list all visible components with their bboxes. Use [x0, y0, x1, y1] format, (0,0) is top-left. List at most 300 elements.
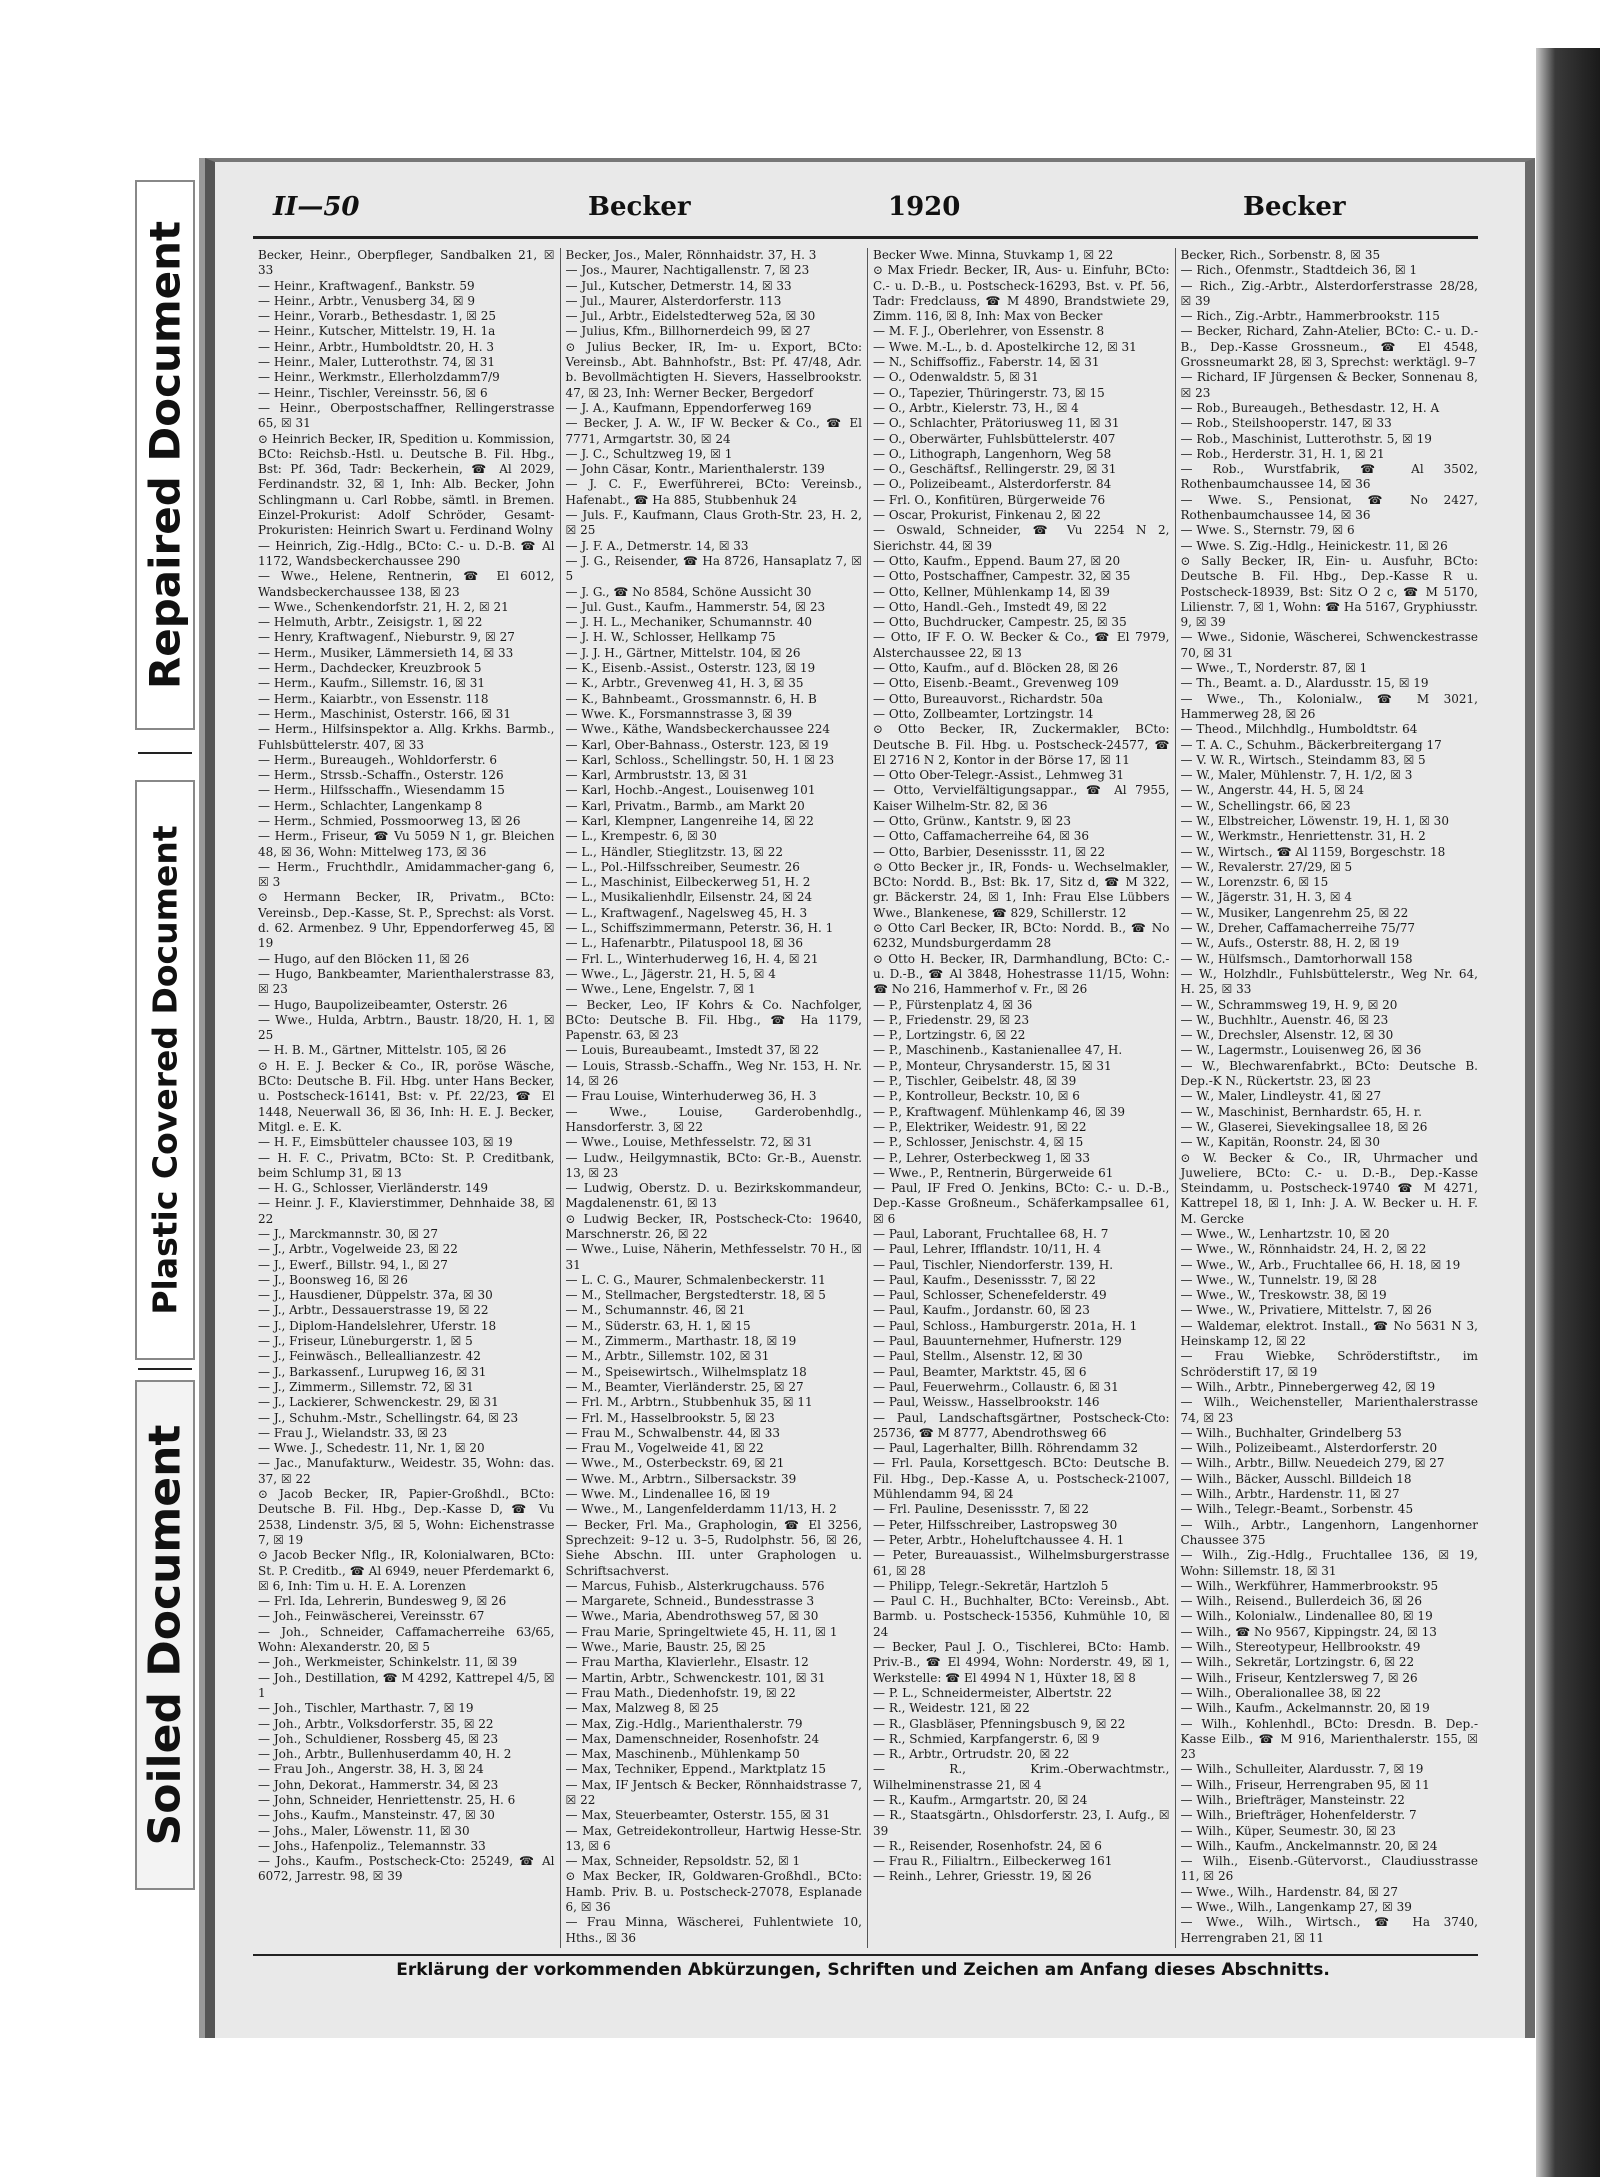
directory-entry: — J., Boonsweg 16, ☒ 26 — [258, 1272, 408, 1287]
directory-entry: — W., Maler, Lindleystr. 41, ☒ 27 — [1180, 1089, 1382, 1104]
directory-entry: — O., Polizeibeamt., Alsterdorferstr. 84 — [873, 477, 1112, 492]
directory-entry: — O., Schlachter, Prätoriusweg 11, ☒ 31 — [873, 416, 1120, 431]
directory-entry: — Wilh., Stereotypeur, Hellbrookstr. 49 — [1180, 1640, 1421, 1655]
directory-entry: ⊙ Jacob Becker Nflg., IR, Kolonialwaren, BCto: St. P. Creditb., ☎ Al 6949, neuer Pferdemarkt 6, ☒ 6, Inh: Tim u. H. E. A. Lorenzen — [258, 1548, 555, 1593]
directory-entry: — Wwe., T., Norderstr. 87, ☒ 1 — [1180, 661, 1368, 676]
directory-entry: — K., Arbtr., Grevenweg 41, H. 3, ☒ 35 — [565, 676, 804, 691]
directory-entry: — L., Maschinist, Eilbeckerweg 51, H. 2 — [565, 875, 811, 890]
directory-entry: — R., Staatsgärtn., Ohlsdorferstr. 23, I. Aufg., ☒ 39 — [873, 1808, 1170, 1838]
directory-entry: — John, Dekorat., Hammerstr. 34, ☒ 23 — [258, 1777, 499, 1792]
directory-entry: Becker Wwe. Minna, Stuvkamp 1, ☒ 22 — [873, 248, 1114, 262]
directory-entry: — Paul, Feuerwehrm., Collaustr. 6, ☒ 31 — [873, 1379, 1119, 1394]
directory-entry: — J. J. H., Gärtner, Mittelstr. 104, ☒ 26 — [565, 645, 801, 660]
directory-entry: — Louis, Strassb.-Schaffn., Weg Nr. 153, H. Nr. 14, ☒ 26 — [565, 1058, 862, 1089]
directory-entry: — Wilh., Friseur, Kentzlersweg 7, ☒ 26 — [1180, 1670, 1418, 1685]
directory-entry: ⊙ W. Becker & Co., IR, Uhrmacher und Juweliere, BCto: C.- u. D.-B., Dep.-Kasse Steindamm, u. Postscheck-19740 ☎ M 4271, Kattrepel 18, ☒ 1, Inh: J. A. W. Becker u. H. F. M. Gercke — [1180, 1150, 1478, 1226]
directory-entry: — Wwe., Käthe, Wandsbeckerchaussee 224 — [565, 722, 831, 737]
repaired-document-label: Repaired Document — [140, 220, 190, 690]
directory-entry: — Herm., Hilfsschaffn., Wiesendamm 15 — [258, 783, 505, 798]
directory-entry: — Becker, Frl. Ma., Graphologin, ☎ El 3256, Sprechzeit: 9–12 u. 3–5, Rudolphstr. 56, ☒ 26, Siehe Abschn. III. unter Graphologen u. Schriftsachverst. — [565, 1517, 862, 1578]
directory-entry: ⊙ Jacob Becker, IR, Papier-Großhdl., BCto: Deutsche B. Fil. Hbg., Dep.-Kasse D, ☎ Vu 2538, Lindenstr. 3/5, ☒ 5, Wohn: Eichenstrasse 7, ☒ 19 — [258, 1487, 555, 1547]
directory-entry: — J. G., ☎ No 8584, Schöne Aussicht 30 — [565, 584, 812, 599]
directory-entry: — Frau Louise, Winterhuderweg 36, H. 3 — [565, 1089, 817, 1104]
directory-entry: — Otto, Zollbeamter, Lortzingstr. 14 — [873, 706, 1094, 721]
directory-entry: — P., Lehrer, Osterbeckweg 1, ☒ 33 — [873, 1150, 1090, 1165]
directory-entry: — M., Süderstr. 63, H. 1, ☒ 15 — [565, 1318, 751, 1333]
directory-entry: — Hugo, Bankbeamter, Marienthalerstrasse 83, ☒ 23 — [258, 966, 555, 997]
directory-entry: — H. B. M., Gärtner, Mittelstr. 105, ☒ 26 — [258, 1043, 507, 1058]
directory-entry: — Frau Marie, Springeltwiete 45, H. 11, ☒ 1 — [565, 1624, 838, 1639]
directory-entry: — J., Diplom-Handelslehrer, Uferstr. 18 — [258, 1318, 497, 1333]
directory-entry: — Herm., Schlachter, Langenkamp 8 — [258, 798, 483, 813]
directory-entry: — Wilh., Küper, Seumestr. 30, ☒ 23 — [1180, 1823, 1396, 1838]
soiled-document-tab — [135, 1380, 195, 1890]
directory-entry: — O., Lithograph, Langenhorn, Weg 58 — [873, 446, 1112, 461]
directory-entry: — Otto, Bureauvorst., Richardstr. 50a — [873, 691, 1103, 706]
directory-entry: — Joh., Arbtr., Volksdorferstr. 35, ☒ 22 — [258, 1716, 494, 1731]
directory-entry: — Paul, Schlosser, Schenefelderstr. 49 — [873, 1288, 1107, 1303]
directory-entry: — Frl. Paula, Korsettgesch. BCto: Deutsche B. Fil. Hbg., Dep.-Kasse A, u. Postscheck-21007, Mühlendamm 94, ☒ 24 — [873, 1456, 1170, 1502]
soiled-document-label: Soiled Document — [139, 1424, 191, 1846]
directory-entry: — R., Glasbläser, Pfenningsbusch 9, ☒ 22 — [873, 1716, 1126, 1731]
directory-entry: — Hugo, auf den Blöcken 11, ☒ 26 — [258, 951, 470, 966]
directory-entry: — Wwe. J., Schedestr. 11, Nr. 1, ☒ 20 — [258, 1441, 485, 1456]
directory-entry: — P., Friedenstr. 29, ☒ 23 — [873, 1012, 1030, 1027]
directory-entry: — L., Krempestr. 6, ☒ 30 — [565, 829, 717, 844]
directory-entry: — Heinr., Arbtr., Humboldtstr. 20, H. 3 — [258, 339, 495, 354]
directory-entry: — Theod., Milchhdlg., Humboldtstr. 64 — [1180, 722, 1418, 737]
directory-entry: — L., Kraftwagenf., Nagelsweg 45, H. 3 — [565, 905, 808, 920]
directory-entry: ⊙ Otto Becker, IR, Zuckermakler, BCto: Deutsche B. Fil. Hbg. u. Postscheck-24577, ☎ El 2716 N 2, Kontor in der Börse 17, ☒ 11 — [873, 722, 1170, 767]
directory-entry: — Wwe. M.-L., b. d. Apostelkirche 12, ☒ 31 — [873, 339, 1137, 354]
directory-entry: — Ludw., Heilgymnastik, BCto: Gr.-B., Auenstr. 13, ☒ 23 — [565, 1150, 862, 1180]
directory-entry: — Jul., Kutscher, Detmerstr. 14, ☒ 33 — [565, 278, 792, 293]
directory-entry: — M., Speisewirtsch., Wilhelmsplatz 18 — [565, 1364, 807, 1379]
directory-entry: — Wwe. K., Forsmannstrasse 3, ☒ 39 — [565, 706, 793, 721]
directory-entry: — O., Arbtr., Kielerstr. 73, H., ☒ 4 — [873, 400, 1079, 415]
directory-entry: — Wwe., Louise, Methfesselstr. 72, ☒ 31 — [565, 1135, 813, 1150]
directory-entry: — Otto, Buchdrucker, Campestr. 25, ☒ 35 — [873, 615, 1127, 630]
directory-entry: — Wwe. S., Sternstr. 79, ☒ 6 — [1180, 523, 1355, 538]
directory-entry: — Richard, IF Jürgensen & Becker, Sonnenau 8, ☒ 23 — [1180, 370, 1478, 400]
directory-entry: — Wilh., Buchhalter, Grindelberg 53 — [1180, 1425, 1402, 1440]
directory-entry: — W., Dreher, Caffamacherreihe 75/77 — [1180, 921, 1416, 936]
page-content — [243, 192, 1493, 2012]
directory-entry: — Reinh., Lehrer, Griesstr. 19, ☒ 26 — [873, 1869, 1092, 1884]
directory-entry: ⊙ Sally Becker, IR, Ein- u. Ausfuhr, BCto: Deutsche B. Fil. Hbg., Dep.-Kasse R u. Postscheck-18939, Bst: Sitz O 2 c, ☎ M 5170, Lilienstr. 7, ☒ 1, Wohn: ☎ Ha 5167, Gryphiusstr. 9, ☒ 39 — [1180, 553, 1478, 630]
directory-entry: — K., Eisenb.-Assist., Osterstr. 123, ☒ 19 — [565, 661, 816, 676]
directory-entry: — Paul, Landschaftsgärtner, Postscheck-Cto: 25736, ☎ M 8777, Abendrothsweg 66 — [873, 1410, 1170, 1440]
directory-entry: — H. G., Schlosser, Vierländerstr. 149 — [258, 1181, 489, 1196]
directory-entry: — Wwe. M., Arbtrn., Silbersackstr. 39 — [565, 1471, 797, 1486]
directory-entry: — Heinr., Maler, Lutterothstr. 74, ☒ 31 — [258, 355, 495, 370]
directory-entry: — Wilh., Kaufm., Anckelmannstr. 20, ☒ 24 — [1180, 1838, 1438, 1853]
directory-entry: — Frau Martha, Klavierlehr., Elsastr. 12 — [565, 1655, 809, 1670]
directory-entry: — Joh., Arbtr., Bullenhuserdamm 40, H. 2 — [258, 1747, 512, 1762]
directory-entry: — R., Kaufm., Armgartstr. 20, ☒ 24 — [873, 1792, 1088, 1807]
plastic-covered-tab — [135, 780, 195, 1360]
directory-entry: — Paul, Tischler, Niendorferstr. 139, H. — [873, 1257, 1114, 1272]
directory-entry: — John, Schneider, Henriettenstr. 25, H. 6 — [258, 1792, 516, 1807]
directory-entry: — W., Glaserei, Sievekingsallee 18, ☒ 26 — [1180, 1119, 1428, 1134]
directory-entry: — Frau M., Vogelweide 41, ☒ 22 — [565, 1441, 764, 1456]
directory-entry: — L., Hafenarbtr., Pilatuspool 18, ☒ 36 — [565, 936, 804, 951]
directory-entry: — Herm., Hilfsinspektor a. Allg. Krkhs. Barmb., Fuhlsbüttelerstr. 407, ☒ 33 — [258, 722, 555, 752]
directory-entry: — Otto, Handl.-Geh., Imstedt 49, ☒ 22 — [873, 599, 1108, 614]
directory-entry: — W., Schrammsweg 19, H. 9, ☒ 20 — [1180, 997, 1398, 1012]
directory-entry: — Paul C. H., Buchhalter, BCto: Vereinsb., Abt. Barmb. u. Postscheck-15356, Kuhmühle 10, ☒ 24 — [873, 1594, 1170, 1639]
directory-entry: — Julius, Kfm., Billhornerdeich 99, ☒ 27 — [565, 324, 811, 339]
directory-entry: — Wwe., Wilh., Hardenstr. 84, ☒ 27 — [1180, 1884, 1399, 1899]
directory-entry: — Wwe., W., Treskowstr. 38, ☒ 19 — [1180, 1288, 1387, 1303]
directory-entry: — Jos., Maurer, Nachtigallenstr. 7, ☒ 23 — [565, 263, 810, 278]
directory-entry: — Max, Damenschneider, Rosenhofstr. 24 — [565, 1731, 820, 1746]
directory-entry: — Marcus, Fuhisb., Alsterkrugchauss. 576 — [565, 1578, 825, 1593]
directory-entry: — Max, Getreidekontrolleur, Hartwig Hesse-Str. 13, ☒ 6 — [565, 1823, 862, 1853]
directory-entry: — P., Tischler, Geibelstr. 48, ☒ 39 — [873, 1074, 1077, 1089]
directory-entry: — Heinr., Kutscher, Mittelstr. 19, H. 1a — [258, 324, 496, 339]
directory-entry: — M., Schumannstr. 46, ☒ 21 — [565, 1303, 746, 1318]
directory-entry: — W., Drechsler, Alsenstr. 12, ☒ 30 — [1180, 1028, 1394, 1043]
directory-entry: — W., Lorenzstr. 6, ☒ 15 — [1180, 875, 1329, 890]
directory-entry: — R., Weidestr. 121, ☒ 22 — [873, 1701, 1030, 1716]
directory-page — [205, 158, 1535, 2038]
directory-entry: — Wwe., Schenkendorfstr. 21, H. 2, ☒ 21 — [258, 599, 509, 614]
directory-entry: — P., Kraftwagenf. Mühlenkamp 46, ☒ 39 — [873, 1104, 1126, 1119]
directory-entry: — Otto, Eisenb.-Beamt., Grevenweg 109 — [873, 676, 1119, 691]
column-3 — [868, 248, 1176, 1948]
directory-entry: — W., Kapitän, Roonstr. 24, ☒ 30 — [1180, 1135, 1380, 1150]
directory-entry: — Paul, Weissw., Hasselbrookstr. 146 — [873, 1395, 1100, 1410]
directory-entry: — W., Wirtsch., ☎ Al 1159, Borgeschstr. 18 — [1180, 844, 1446, 859]
directory-entry: — J. G., Reisender, ☎ Ha 8726, Hansaplatz 7, ☒ 5 — [565, 553, 862, 584]
directory-entry: — L., Musikalienhdlr, Eilsenstr. 24, ☒ 24 — [565, 890, 813, 905]
directory-entry: — J. C. F., Ewerführerei, BCto: Vereinsb., Hafenabt., ☎ Ha 885, Stubbenhuk 24 — [565, 477, 862, 507]
directory-entry: — W., Hülfsmsch., Damtorhorwall 158 — [1180, 951, 1413, 966]
directory-entry: — Wwe., Helene, Rentnerin, ☎ El 6012, Wandsbeckerchaussee 138, ☒ 23 — [258, 569, 555, 599]
directory-entry: — Becker, Leo, IF Kohrs & Co. Nachfolger, BCto: Deutsche B. Fil. Hbg., ☎ Ha 1179, Papenstr. 63, ☒ 23 — [565, 997, 862, 1043]
directory-entry: — Karl, Hochb.-Angest., Louisenweg 101 — [565, 783, 816, 798]
directory-entry: — Joh., Werkmeister, Schinkelstr. 11, ☒ 39 — [258, 1655, 518, 1670]
directory-entry: — H. F. C., Privatm, BCto: St. P. Creditbank, beim Schlump 31, ☒ 13 — [258, 1150, 555, 1180]
directory-entry: — R., Reisender, Rosenhofstr. 24, ☒ 6 — [873, 1838, 1102, 1853]
directory-entry: — Max, IF Jentsch & Becker, Rönnhaidstrasse 7, ☒ 22 — [565, 1777, 862, 1807]
directory-entry: — Herm., Strssb.-Schaffn., Osterstr. 126 — [258, 768, 504, 783]
directory-entry: — Wwe., L., Jägerstr. 21, H. 5, ☒ 4 — [565, 966, 776, 981]
directory-entry: — J. H. W., Schlosser, Hellkamp 75 — [565, 630, 776, 645]
footer-rule — [253, 1954, 1478, 1956]
directory-entry: — W., Blechwarenfabrkt., BCto: Deutsche B. Dep.-K N., Rückertstr. 23, ☒ 23 — [1180, 1058, 1478, 1089]
directory-entry: — Frau R., Filialtrn., Eilbeckerweg 161 — [873, 1854, 1113, 1869]
directory-entry: — Martin, Arbtr., Schwenckestr. 101, ☒ 31 — [565, 1670, 826, 1685]
plastic-covered-label: Plastic Covered Document — [145, 825, 185, 1315]
directory-entry: — Heinr., Oberpostschaffner, Rellingerstrasse 65, ☒ 31 — [258, 400, 555, 431]
directory-entry: — Max, Maschinenb., Mühlenkamp 50 — [565, 1747, 800, 1762]
directory-entry: — Herm., Dachdecker, Kreuzbrook 5 — [258, 661, 482, 676]
directory-entry: — J. F. A., Detmerstr. 14, ☒ 33 — [565, 538, 749, 553]
directory-entry: — Wilh., Arbtr., Langenhorn, Langenhorner Chaussee 375 — [1180, 1517, 1478, 1547]
directory-entry: — Rob., Wurstfabrik, ☎ Al 3502, Rothenbaumchaussee 14, ☒ 36 — [1180, 462, 1478, 492]
directory-entry: — Wilh., Sekretär, Lortzingstr. 6, ☒ 22 — [1180, 1655, 1415, 1670]
directory-entry: — J. A., Kaufmann, Eppendorferweg 169 — [565, 400, 812, 415]
directory-entry: — Juls. F., Kaufmann, Claus Groth-Str. 23, H. 2, ☒ 25 — [565, 508, 862, 538]
directory-entry: — Wilh., Briefträger, Hohenfelderstr. 7 — [1180, 1808, 1417, 1823]
directory-entry: — Herm., Friseur, ☎ Vu 5059 N 1, gr. Bleichen 48, ☒ 36, Wohn: Mittelweg 173, ☒ 36 — [258, 829, 555, 859]
directory-entry: — Peter, Bureauassist., Wilhelmsburgerstrasse 61, ☒ 28 — [873, 1548, 1170, 1578]
directory-entry: — L., Pol.-Hilfsschreiber, Seumestr. 26 — [565, 859, 800, 874]
directory-entry: ⊙ Otto Becker jr., IR, Fonds- u. Wechselmakler, BCto: Nordd. B., Bst: Bk. 17, Sitz d, ☎ M 322, gr. Bäckerstr. 24, ☒ 1, Inh: Frau Else Lübbers Wwe., Blankenese, ☎ 829, Schillerstr. 12 — [873, 859, 1170, 920]
directory-entry: — Peter, Hilfsschreiber, Lastropsweg 30 — [873, 1517, 1118, 1532]
directory-entry: — Wilh., Telegr.-Beamt., Sorbenstr. 45 — [1180, 1502, 1414, 1517]
directory-entry: — Frau Minna, Wäscherei, Fuhlentwiete 10, Hths., ☒ 36 — [565, 1915, 862, 1945]
directory-entry: ⊙ H. E. J. Becker & Co., IR, poröse Wäsche, BCto: Deutsche B. Fil. Hbg. unter Hans Becker, u. Postscheck-16141, Bst: v. Pf. 22/23, ☎ El 1448, Neuerwall 36, ☒ 36, Inh: H. E. J. Becker, Mitgl. e. E. K. — [258, 1058, 555, 1134]
directory-entry: ⊙ Otto Carl Becker, IR, BCto: Nordd. B., ☎ No 6232, Mundsburgerdamm 28 — [873, 921, 1170, 951]
directory-entry: — K., Bahnbeamt., Grossmannstr. 6, H. B — [565, 691, 817, 706]
directory-entry: — Peter, Arbtr., Hoheluftchaussee 4. H. 1 — [873, 1532, 1125, 1547]
directory-entry: — Otto Ober-Telegr.-Assist., Lehmweg 31 — [873, 768, 1124, 783]
directory-entry: — Joh., Tischler, Marthastr. 7, ☒ 19 — [258, 1701, 474, 1716]
directory-entry: — Frau Wiebke, Schröderstiftstr., im Schröderstift 17, ☒ 19 — [1180, 1349, 1478, 1379]
directory-entry: — Frl. M., Arbtrn., Stubbenhuk 35, ☒ 11 — [565, 1395, 813, 1410]
directory-entry: — J. H. L., Mechaniker, Schumannstr. 40 — [565, 615, 812, 630]
directory-entry: Becker, Rich., Sorbenstr. 8, ☒ 35 — [1180, 248, 1381, 262]
directory-entry: — W., Maschinist, Bernhardstr. 65, H. r. — [1180, 1104, 1422, 1119]
directory-entry: — Herm., Maschinist, Osterstr. 166, ☒ 31 — [258, 706, 512, 721]
directory-entry: — Wwe., Louise, Garderobenhdlg., Hansdorferstr. 3, ☒ 22 — [565, 1104, 862, 1134]
directory-entry: — Johs., Maler, Löwenstr. 11, ☒ 30 — [258, 1823, 470, 1838]
directory-entry: — Johs., Kaufm., Mansteinstr. 47, ☒ 30 — [258, 1808, 495, 1823]
directory-entry: — Joh., Feinwäscherei, Vereinsstr. 67 — [258, 1609, 485, 1624]
directory-entry: — Wwe., Wilh., Wirtsch., ☎ Ha 3740, Herrengraben 21, ☒ 11 — [1180, 1915, 1478, 1945]
directory-entry: — Heinr. J. F., Klavierstimmer, Dehnhaide 38, ☒ 22 — [258, 1196, 555, 1226]
directory-entry: — Jul., Arbtr., Eidelstedterweg 52a, ☒ 30 — [565, 309, 816, 324]
directory-entry: — O., Geschäftsf., Rellingerstr. 29, ☒ 31 — [873, 462, 1117, 477]
directory-entry: — Max, Malzweg 8, ☒ 25 — [565, 1701, 719, 1716]
directory-entry: — Oswald, Schneider, ☎ Vu 2254 N 2, Sierichstr. 44, ☒ 39 — [873, 523, 1170, 553]
directory-entry: — M., Stellmacher, Bergstedterstr. 18, ☒ 5 — [565, 1288, 826, 1303]
directory-entry: — Wwe., Th., Kolonialw., ☎ M 3021, Hammerweg 28, ☒ 26 — [1180, 691, 1478, 721]
directory-entry: — John Cäsar, Kontr., Marienthalerstr. 139 — [565, 462, 825, 477]
directory-entry: — Herm., Musiker, Lämmersieth 14, ☒ 33 — [258, 645, 514, 660]
directory-entry: — Oscar, Prokurist, Finkenau 2, ☒ 22 — [873, 508, 1101, 523]
directory-entry: — Johs., Kaufm., Postscheck-Cto: 25249, ☎ Al 6072, Jarrestr. 98, ☒ 39 — [258, 1854, 555, 1884]
directory-entry: — Wwe., Luise, Näherin, Methfesselstr. 70 H., ☒ 31 — [565, 1242, 862, 1272]
directory-entry: — Wilh., Weichensteller, Marienthalerstrasse 74, ☒ 23 — [1180, 1395, 1478, 1425]
directory-entry: — Paul, Stellm., Alsenstr. 12, ☒ 30 — [873, 1349, 1083, 1364]
header-rule — [253, 236, 1478, 239]
directory-entry: — P. L., Schneidermeister, Albertstr. 22 — [873, 1685, 1112, 1700]
directory-entry: — Wilh., ☎ No 9567, Kippingstr. 24, ☒ 13 — [1180, 1624, 1437, 1639]
directory-entry: — P., Monteur, Chrysanderstr. 15, ☒ 31 — [873, 1058, 1112, 1073]
directory-entry: — Wwe., Wilh., Langenkamp 27, ☒ 39 — [1180, 1900, 1412, 1915]
directory-entry: — N., Schiffsoffiz., Faberstr. 14, ☒ 31 — [873, 355, 1100, 370]
directory-entry: — T. A. C., Schuhm., Bäckerbreitergang 17 — [1180, 737, 1442, 752]
directory-entry: — Rob., Bureaugeh., Bethesdastr. 12, H. A — [1180, 400, 1440, 415]
directory-entry: — W., Jägerstr. 31, H. 3, ☒ 4 — [1180, 890, 1352, 905]
directory-entry: — Wwe., Marie, Baustr. 25, ☒ 25 — [565, 1640, 766, 1655]
directory-entry: — Paul, Kaufm., Desenissstr. 7, ☒ 22 — [873, 1272, 1096, 1287]
directory-entry: — Otto, Caffamacherreihe 64, ☒ 36 — [873, 829, 1090, 844]
directory-entry: — W., Elbstreicher, Löwenstr. 19, H. 1, ☒ 30 — [1180, 813, 1449, 828]
directory-entry: — Max, Techniker, Eppend., Marktplatz 15 — [565, 1762, 827, 1777]
directory-entry: — Wilh., Briefträger, Mansteinstr. 22 — [1180, 1792, 1405, 1807]
directory-entry: — Otto, Vervielfältigungsappar., ☎ Al 7955, Kaiser Wilhelm-Str. 82, ☒ 36 — [873, 783, 1170, 813]
directory-entry: — W., Angerstr. 44, H. 5, ☒ 24 — [1180, 783, 1365, 798]
directory-entry: — Joh., Schneider, Caffamacherreihe 63/65, Wohn: Alexanderstr. 20, ☒ 5 — [258, 1624, 555, 1655]
directory-entry: — Wwe. S. Zig.-Hdlg., Heinickestr. 11, ☒ 26 — [1180, 538, 1448, 553]
running-head — [243, 192, 1483, 232]
tab-separator — [138, 752, 192, 754]
directory-entry: ⊙ Max Becker, IR, Goldwaren-Großhdl., BCto: Hamb. Priv. B. u. Postscheck-27078, Esplanade 6, ☒ 36 — [565, 1869, 862, 1915]
directory-entry: — Herm., Kaufm., Sillemstr. 16, ☒ 31 — [258, 676, 486, 691]
directory-entry: — Wwe., Lene, Engelstr. 7, ☒ 1 — [565, 982, 756, 997]
directory-entry: — Wwe., W., Lenhartzstr. 10, ☒ 20 — [1180, 1227, 1390, 1241]
directory-entry: — Otto, Kaufm., Eppend. Baum 27, ☒ 20 — [873, 553, 1121, 568]
directory-entry: — W., Aufs., Osterstr. 88, H. 2, ☒ 19 — [1180, 936, 1400, 951]
directory-entry: — Otto, IF F. O. W. Becker & Co., ☎ El 7979, Alsterchaussee 22, ☒ 13 — [873, 630, 1170, 660]
directory-entry: — Philipp, Telegr.-Sekretär, Hartzloh 5 — [873, 1578, 1109, 1593]
directory-entry: — Wilh., Friseur, Herrengraben 95, ☒ 11 — [1180, 1777, 1430, 1792]
directory-entry: — Frau Joh., Angerstr. 38, H. 3, ☒ 24 — [258, 1762, 484, 1777]
directory-entry: — O., Tapezier, Thüringerstr. 73, ☒ 15 — [873, 385, 1105, 400]
directory-entry: — Wilh., Bäcker, Ausschl. Billdeich 18 — [1180, 1471, 1412, 1486]
directory-entry: — Rob., Steilshooperstr. 147, ☒ 33 — [1180, 416, 1392, 431]
directory-entry: — W., Musiker, Langenrehm 25, ☒ 22 — [1180, 905, 1409, 920]
directory-entry: — Karl, Armbruststr. 13, ☒ 31 — [565, 768, 749, 783]
directory-entry: — Paul, Laborant, Fruchtallee 68, H. 7 — [873, 1227, 1109, 1241]
directory-entry: — Paul, Beamter, Marktstr. 45, ☒ 6 — [873, 1364, 1087, 1379]
directory-entry: — Karl, Schloss., Schellingstr. 50, H. 1 ☒ 23 — [565, 752, 835, 767]
tab-separator — [138, 1368, 192, 1370]
directory-entry: — Johs., Hafenpoliz., Telemannstr. 33 — [258, 1838, 486, 1853]
directory-entry: — W., Schellingstr. 66, ☒ 23 — [1180, 798, 1351, 813]
directory-entry: — J., Arbtr., Dessauerstrasse 19, ☒ 22 — [258, 1303, 489, 1318]
directory-entry: — Herm., Kaiarbtr., von Essenstr. 118 — [258, 691, 489, 706]
directory-entry: — Wwe., Maria, Abendrothsweg 57, ☒ 30 — [565, 1609, 819, 1624]
directory-entry: — Heinr., Werkmstr., Ellerholzdamm7/9 — [258, 370, 500, 385]
directory-entry: — Heinr., Kraftwagenf., Bankstr. 59 — [258, 278, 475, 293]
directory-entry: — Rich., Zig.-Arbtr., Alsterdorferstrasse 28/28, ☒ 39 — [1180, 278, 1478, 308]
directory-entry: — Frau Math., Diedenhofstr. 19, ☒ 22 — [565, 1685, 796, 1700]
directory-entry: — Wwe., W., Tunnelstr. 19, ☒ 28 — [1180, 1272, 1378, 1287]
scanner-edge — [1536, 48, 1600, 2177]
directory-entry: — Louis, Bureaubeamt., Imstedt 37, ☒ 22 — [565, 1043, 819, 1058]
directory-entry: — Helmuth, Arbtr., Zeisigstr. 1, ☒ 22 — [258, 615, 483, 630]
repaired-document-tab — [135, 180, 195, 730]
directory-entry: — Rich., Ofenmstr., Stadtdeich 36, ☒ 1 — [1180, 263, 1418, 278]
directory-entry: — Max, Steuerbeamter, Osterstr. 155, ☒ 31 — [565, 1808, 831, 1823]
directory-entry: Becker, Jos., Maler, Rönnhaidstr. 37, H. 3 — [565, 248, 817, 262]
directory-entry: — Frl. O., Konfitüren, Bürgerweide 76 — [873, 492, 1106, 507]
running-name-right: Becker — [1243, 192, 1346, 222]
column-1 — [253, 248, 561, 1948]
directory-entry: ⊙ Julius Becker, IR, Im- u. Export, BCto: Vereinsb., Abt. Bahnhofstr., Bst: Pf. 47/48, Adr. b. Bevollmächtigten H. Sievers, Hasselbrookstr. 47, ☒ 23, Inh: Werner Becker, Bergedorf — [565, 339, 862, 400]
directory-entry: — Rob., Maschinist, Lutterothstr. 5, ☒ 19 — [1180, 431, 1432, 446]
directory-entry: — Wwe. M., Lindenallee 16, ☒ 19 — [565, 1487, 771, 1502]
directory-entry: — J., Schuhm.-Mstr., Schellingstr. 64, ☒ 23 — [258, 1410, 519, 1425]
directory-entry: — Wwe., W., Rönnhaidstr. 24, H. 2, ☒ 22 — [1180, 1242, 1427, 1257]
directory-entry: — H. F., Eimsbütteler chaussee 103, ☒ 19 — [258, 1135, 513, 1150]
directory-entry: — Hugo, Baupolizeibeamter, Osterstr. 26 — [258, 997, 508, 1012]
directory-entry: — Wwe., P., Rentnerin, Bürgerweide 61 — [873, 1165, 1114, 1180]
directory-entry: — Heinr., Vorarb., Bethesdastr. 1, ☒ 25 — [258, 309, 497, 324]
directory-entry: — J., Barkassenf., Lurupweg 16, ☒ 31 — [258, 1364, 487, 1379]
directory-entry: — Rob., Herderstr. 31, H. 1, ☒ 21 — [1180, 446, 1385, 461]
directory-entry: — Paul, Lehrer, Ifflandstr. 10/11, H. 4 — [873, 1242, 1102, 1257]
directory-entry: — Karl, Klempner, Langenreihe 14, ☒ 22 — [565, 813, 814, 828]
directory-entry: — Wilh., Reisend., Bullerdeich 36, ☒ 26 — [1180, 1594, 1423, 1609]
running-name-left: Becker — [588, 192, 691, 222]
directory-entry: — W., Holzhdlr., Fuhlsbüttelerstr., Weg Nr. 64, H. 25, ☒ 33 — [1180, 966, 1478, 997]
directory-entry: — Wilh., Eisenb.-Gütervorst., Claudiusstrasse 11, ☒ 26 — [1180, 1854, 1478, 1884]
directory-entry: — Wwe., W., Privatiere, Mittelstr. 7, ☒ 26 — [1180, 1303, 1432, 1318]
directory-entry: — J., Zimmerm., Sillemstr. 72, ☒ 31 — [258, 1379, 474, 1394]
directory-entry: — Rich., Zig.-Arbtr., Hammerbrookstr. 115 — [1180, 309, 1440, 324]
directory-entry: — Otto, Grünw., Kantstr. 9, ☒ 23 — [873, 813, 1072, 828]
directory-entry: — J., Friseur, Lüneburgerstr. 1, ☒ 5 — [258, 1334, 473, 1349]
directory-entry: — V. W. R., Wirtsch., Steindamm 83, ☒ 5 — [1180, 752, 1426, 767]
directory-entry: — L., Schiffszimmermann, Peterstr. 36, H. 1 — [565, 921, 834, 936]
directory-entry: — Frau J., Wielandstr. 33, ☒ 23 — [258, 1425, 448, 1440]
directory-entry: — O., Oberwärter, Fuhlsbüttelerstr. 407 — [873, 431, 1116, 446]
directory-entry: ⊙ Heinrich Becker, IR, Spedition u. Kommission, BCto: Reichsb.-Hstl. u. Deutsche B. Fil. Hbg., Bst: Pf. 36d, Tadr: Beckerhein, ☎ Al 2029, Ferdinandstr. 32, ☒ 1, Inh: Alb. Becker, John Schlingmann u. Carl Robbe, sämtl. in Bremen. Einzel-Prokurist: Adolf Schröder, Gesamt-Prokuristen: Heinrich Swart u. Ferdinand Wolny — [258, 431, 555, 538]
directory-entry: — Wilh., Kaufm., Ackelmannstr. 20, ☒ 19 — [1180, 1701, 1430, 1716]
directory-entry: — R., Arbtr., Ortrudstr. 20, ☒ 22 — [873, 1747, 1070, 1762]
directory-entry: — Otto, Kellner, Mühlenkamp 14, ☒ 39 — [873, 584, 1110, 599]
directory-entry: — Max, Zig.-Hdlg., Marienthalerstr. 79 — [565, 1716, 803, 1731]
directory-entry: — Wilh., Arbtr., Pinnebergerweg 42, ☒ 19 — [1180, 1379, 1436, 1394]
directory-entry: — R., Schmied, Karpfangerstr. 6, ☒ 9 — [873, 1731, 1100, 1746]
directory-entry: — Wwe., Hulda, Arbtrn., Baustr. 18/20, H. 1, ☒ 25 — [258, 1012, 555, 1043]
directory-entry: — Wwe., Sidonie, Wäscherei, Schwenckestrasse 70, ☒ 31 — [1180, 630, 1478, 660]
directory-entry: — Herm., Bureaugeh., Wohldorferstr. 6 — [258, 752, 498, 767]
directory-entry: — O., Odenwaldstr. 5, ☒ 31 — [873, 370, 1039, 385]
column-2 — [561, 248, 869, 1948]
directory-entry: — P., Schlosser, Jenischstr. 4, ☒ 15 — [873, 1135, 1084, 1150]
directory-entry: — J., Arbtr., Vogelweide 23, ☒ 22 — [258, 1242, 458, 1257]
directory-entry: — Paul, Bauunternehmer, Hufnerstr. 129 — [873, 1334, 1122, 1349]
directory-entry: — Paul, Lagerhalter, Billh. Röhrendamm 32 — [873, 1441, 1138, 1456]
directory-entry: — Max, Schneider, Repsoldstr. 52, ☒ 1 — [565, 1854, 801, 1869]
directory-entry: — P., Fürstenplatz 4, ☒ 36 — [873, 997, 1033, 1012]
directory-entry: — M. F. J., Oberlehrer, von Essenstr. 8 — [873, 324, 1105, 339]
directory-entry: — J. C., Schultzweg 19, ☒ 1 — [565, 446, 733, 461]
directory-entry: — M., Beamter, Vierländerstr. 25, ☒ 27 — [565, 1379, 804, 1394]
directory-entry: — Herm., Schmied, Possmoorweg 13, ☒ 26 — [258, 813, 521, 828]
directory-entry: — Becker, Paul J. O., Tischlerei, BCto: Hamb. Priv.-B., ☎ El 4994, Wohn: Norderstr. 49, ☒ 1, Werkstelle: ☎ El 4994 N 1, Hüxter 18, ☒ 8 — [873, 1640, 1170, 1685]
directory-entry: — J., Hausdiener, Düppelstr. 37a, ☒ 30 — [258, 1288, 493, 1303]
directory-entry: — Frl. Pauline, Desenissstr. 7, ☒ 22 — [873, 1502, 1089, 1517]
directory-entry: — Jul. Gust., Kaufm., Hammerstr. 54, ☒ 23 — [565, 599, 826, 614]
directory-entry: — Wwe. S., Pensionat, ☎ No 2427, Rothenbaumchaussee 14, ☒ 36 — [1180, 492, 1478, 523]
directory-entry: — Wilh., Arbtr., Billw. Neuedeich 279, ☒ 27 — [1180, 1456, 1445, 1471]
directory-entry: — Joh., Schuldiener, Rossberg 45, ☒ 23 — [258, 1731, 499, 1746]
directory-entry: ⊙ Otto H. Becker, IR, Darmhandlung, BCto: C.- u. D.-B., ☎ Al 3848, Hohestrasse 11/15, Wohn: ☎ No 216, Hammerhof v. Fr., ☒ 26 — [873, 951, 1170, 997]
directory-entry: — Wilh., Kolonialw., Lindenallee 80, ☒ 19 — [1180, 1609, 1433, 1624]
directory-entry: — Wilh., Kohlenhdl., BCto: Dresdn. B. Dep.-Kasse Eilb., ☎ M 916, Marienthalerstr. 155, ☒ 23 — [1180, 1716, 1478, 1762]
directory-entry: — Frl. M., Hasselbrookstr. 5, ☒ 23 — [565, 1410, 775, 1425]
directory-entry: — Wilh., Oberalionallee 38, ☒ 22 — [1180, 1685, 1382, 1700]
footer-note: Erklärung der vorkommenden Abkürzungen, Schriften und Zeichen am Anfang dieses Abschnitts. — [396, 1960, 1330, 1980]
directory-entry: — J., Ewerf., Billstr. 94, l., ☒ 27 — [258, 1257, 448, 1272]
directory-entry: — L., Händler, Stieglitzstr. 13, ☒ 22 — [565, 844, 783, 859]
directory-entry: — P., Kontrolleur, Beckstr. 10, ☒ 6 — [873, 1089, 1080, 1104]
columns — [253, 248, 1483, 1948]
directory-entry: — Wwe., M., Langenfelderdamm 11/13, H. 2 — [565, 1502, 837, 1517]
directory-entry: — J., Marckmannstr. 30, ☒ 27 — [258, 1227, 439, 1241]
directory-entry: — P., Elektriker, Weidestr. 91, ☒ 22 — [873, 1119, 1087, 1134]
directory-entry: — J., Lackierer, Schwenckestr. 29, ☒ 31 — [258, 1395, 499, 1410]
